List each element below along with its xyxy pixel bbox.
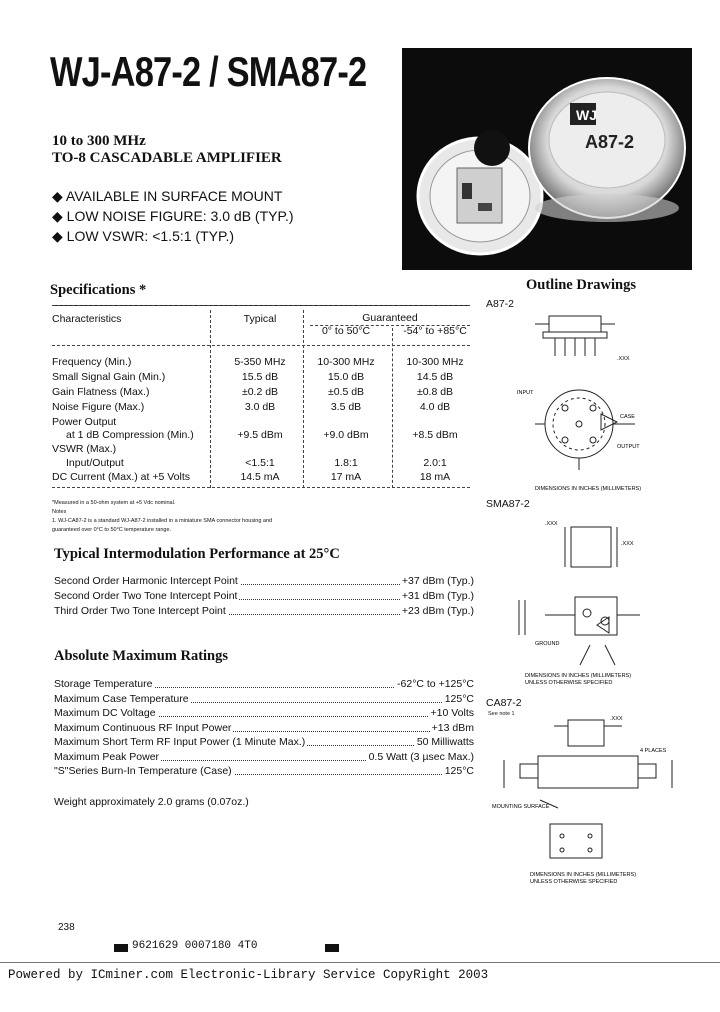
spec-guaranteed-1: 15.0 dB — [327, 371, 365, 383]
svg-text:DIMENSIONS IN INCHES (MILLIMET: DIMENSIONS IN INCHES (MILLIMETERS) — [525, 673, 632, 679]
specifications-heading: Specifications * — [50, 282, 147, 298]
svg-text:OUTPUT: OUTPUT — [617, 444, 640, 450]
leader-label: Maximum DC Voltage — [54, 707, 156, 719]
svg-text:DIMENSIONS IN INCHES (MILLIMET: DIMENSIONS IN INCHES (MILLIMETERS) — [530, 872, 637, 878]
svg-text:.XXX: .XXX — [617, 356, 630, 362]
svg-text:UNLESS OTHERWISE SPECIFIED: UNLESS OTHERWISE SPECIFIED — [530, 879, 618, 885]
leader-row — [54, 575, 474, 588]
spec-guaranteed-1: 1.8:1 — [334, 457, 358, 469]
weight-note: Weight approximately 2.0 grams (0.07oz.) — [54, 796, 249, 808]
a87-outline-drawing — [505, 298, 675, 498]
svg-text:.XXX: .XXX — [621, 541, 634, 547]
outline-label-ca87: CA87-2 — [486, 697, 522, 709]
spec-note: Notes — [52, 509, 67, 515]
svg-text:UNLESS OTHERWISE SPECIFIED: UNLESS OTHERWISE SPECIFIED — [525, 680, 613, 686]
leader-label: Second Order Harmonic Intercept Point — [54, 575, 238, 587]
svg-text:DIMENSIONS IN INCHES (MILLIMET: DIMENSIONS IN INCHES (MILLIMETERS) — [535, 486, 642, 492]
barcode-mark — [114, 944, 128, 952]
col-guaranteed: Guaranteed — [362, 312, 418, 324]
svg-text:WJ: WJ — [576, 107, 597, 123]
leader-label: Second Order Two Tone Intercept Point — [54, 590, 238, 602]
leader-row — [54, 707, 474, 720]
spec-note: *Measured in a 50-ohm system at +5 Vdc nominal. — [52, 500, 176, 506]
svg-text:INPUT: INPUT — [517, 390, 534, 396]
spec-name: Small Signal Gain (Min.) — [52, 371, 166, 383]
leader-value: 50 Milliwatts — [416, 736, 474, 748]
sma87-outline-drawing — [505, 505, 675, 690]
svg-text:.XXX: .XXX — [610, 716, 623, 722]
leader-value: 0.5 Watt (3 µsec Max.) — [368, 750, 474, 763]
leader-row — [54, 736, 474, 749]
spec-guaranteed-1: ±0.5 dB — [327, 386, 365, 398]
spec-guaranteed-2: 2.0:1 — [423, 457, 447, 469]
spec-name: Noise Figure (Max.) — [52, 401, 145, 413]
spec-guaranteed-1: +9.0 dBm — [323, 429, 369, 441]
spec-guaranteed-2: 14.5 dB — [416, 371, 454, 383]
spec-guaranteed-2: 18 mA — [419, 471, 451, 483]
svg-text:GROUND: GROUND — [535, 641, 560, 647]
leader-value: 125°C — [444, 692, 474, 705]
spec-name: Input/Output — [66, 457, 124, 469]
intermod-heading: Typical Intermodulation Performance at 25°C — [54, 546, 340, 562]
spec-name: Gain Flatness (Max.) — [52, 386, 150, 398]
svg-text:.XXX: .XXX — [545, 521, 558, 527]
spec-guaranteed-2: +8.5 dBm — [412, 429, 458, 441]
page-number: 238 — [58, 922, 75, 933]
leader-label: Maximum Case Temperature — [54, 692, 189, 705]
leader-row — [54, 590, 474, 603]
outline-label-sma87: SMA87-2 — [486, 498, 530, 510]
spec-guaranteed-2: 4.0 dB — [419, 401, 451, 413]
spec-guaranteed-2: ±0.8 dB — [416, 386, 454, 398]
spec-name: Frequency (Min.) — [52, 356, 132, 368]
col-range-1: 0° to 50°C — [321, 325, 371, 337]
ratings-heading: Absolute Maximum Ratings — [54, 648, 229, 664]
leader-label: Maximum Continuous RF Input Power — [54, 721, 232, 734]
leader-row — [54, 678, 474, 691]
ca87-note: See note 1 — [488, 711, 515, 717]
leader-row — [54, 765, 474, 778]
spec-typical: 3.0 dB — [244, 401, 276, 413]
leader-label: "S"Series Burn-In Temperature (Case) — [54, 765, 232, 777]
feature-item: ◆ LOW VSWR: <1.5:1 (TYP.) — [52, 228, 235, 244]
spec-name: VSWR (Max.) — [52, 443, 117, 455]
frequency-range: 10 to 300 MHz — [52, 133, 146, 149]
spec-note: 1. WJ-CA87-2 is a standard WJ-A87-2 installed in a miniature SMA connector housing and — [52, 518, 273, 524]
spec-typical: 15.5 dB — [241, 371, 279, 383]
spec-typical: 5-350 MHz — [234, 356, 286, 368]
feature-item: ◆ LOW NOISE FIGURE: 3.0 dB (TYP.) — [52, 208, 294, 224]
spec-typical: ±0.2 dB — [241, 386, 279, 398]
spec-typical: 14.5 mA — [240, 471, 280, 483]
spec-name: at 1 dB Compression (Min.) — [66, 429, 194, 441]
leader-row — [54, 605, 474, 618]
leader-value: +31 dBm (Typ.) — [401, 590, 474, 602]
leader-label: Maximum Peak Power — [54, 750, 160, 763]
leader-value: +10 Volts — [430, 707, 474, 719]
product-type: TO-8 CASCADABLE AMPLIFIER — [52, 150, 282, 166]
spec-name: Power Output — [52, 416, 117, 428]
outline-heading: Outline Drawings — [526, 277, 636, 293]
svg-text:CASE: CASE — [620, 414, 635, 420]
spec-name: DC Current (Max.) at +5 Volts — [52, 471, 191, 483]
feature-item: ◆ AVAILABLE IN SURFACE MOUNT — [52, 188, 283, 204]
leader-value: +23 dBm (Typ.) — [401, 605, 474, 617]
spec-guaranteed-2: 10-300 MHz — [406, 356, 464, 368]
leader-row — [54, 693, 474, 706]
spec-guaranteed-1: 10-300 MHz — [317, 356, 375, 368]
svg-text:MOUNTING SURFACE: MOUNTING SURFACE — [492, 804, 550, 810]
product-photo — [402, 48, 692, 270]
svg-text:4 PLACES: 4 PLACES — [640, 748, 667, 754]
outline-label-a87: A87-2 — [486, 298, 515, 310]
barcode-text: 9621629 0007180 4T0 — [132, 940, 258, 952]
leader-label: Maximum Short Term RF Input Power (1 Minute Max.) — [54, 736, 306, 748]
spec-typical: +9.5 dBm — [237, 429, 283, 441]
photo-label: A87-2 — [585, 132, 635, 152]
ca87-outline-drawing — [490, 712, 690, 892]
leader-row — [54, 751, 474, 764]
leader-value: 125°C — [444, 765, 474, 777]
spec-note: guaranteed over 0°C to 50°C temperature range. — [52, 527, 172, 533]
leader-value: -62°C to +125°C — [397, 678, 474, 690]
col-characteristics: Characteristics — [52, 313, 122, 325]
spec-typical: <1.5:1 — [245, 457, 275, 469]
leader-value: +13 dBm — [431, 721, 474, 734]
leader-row — [54, 722, 474, 735]
footer-copyright: Powered by ICminer.com Electronic-Library Service CopyRight 2003 — [8, 968, 489, 982]
spec-guaranteed-1: 17 mA — [330, 471, 362, 483]
barcode-mark — [325, 944, 339, 952]
leader-label: Third Order Two Tone Intercept Point — [54, 605, 226, 617]
leader-value: +37 dBm (Typ.) — [401, 575, 474, 587]
leader-label: Storage Temperature — [54, 678, 153, 690]
col-typical: Typical — [243, 313, 277, 325]
spec-guaranteed-1: 3.5 dB — [330, 401, 362, 413]
col-range-2: -54° to +85°C — [403, 325, 467, 337]
page-title: WJ-A87-2 / SMA87-2 — [50, 48, 367, 95]
